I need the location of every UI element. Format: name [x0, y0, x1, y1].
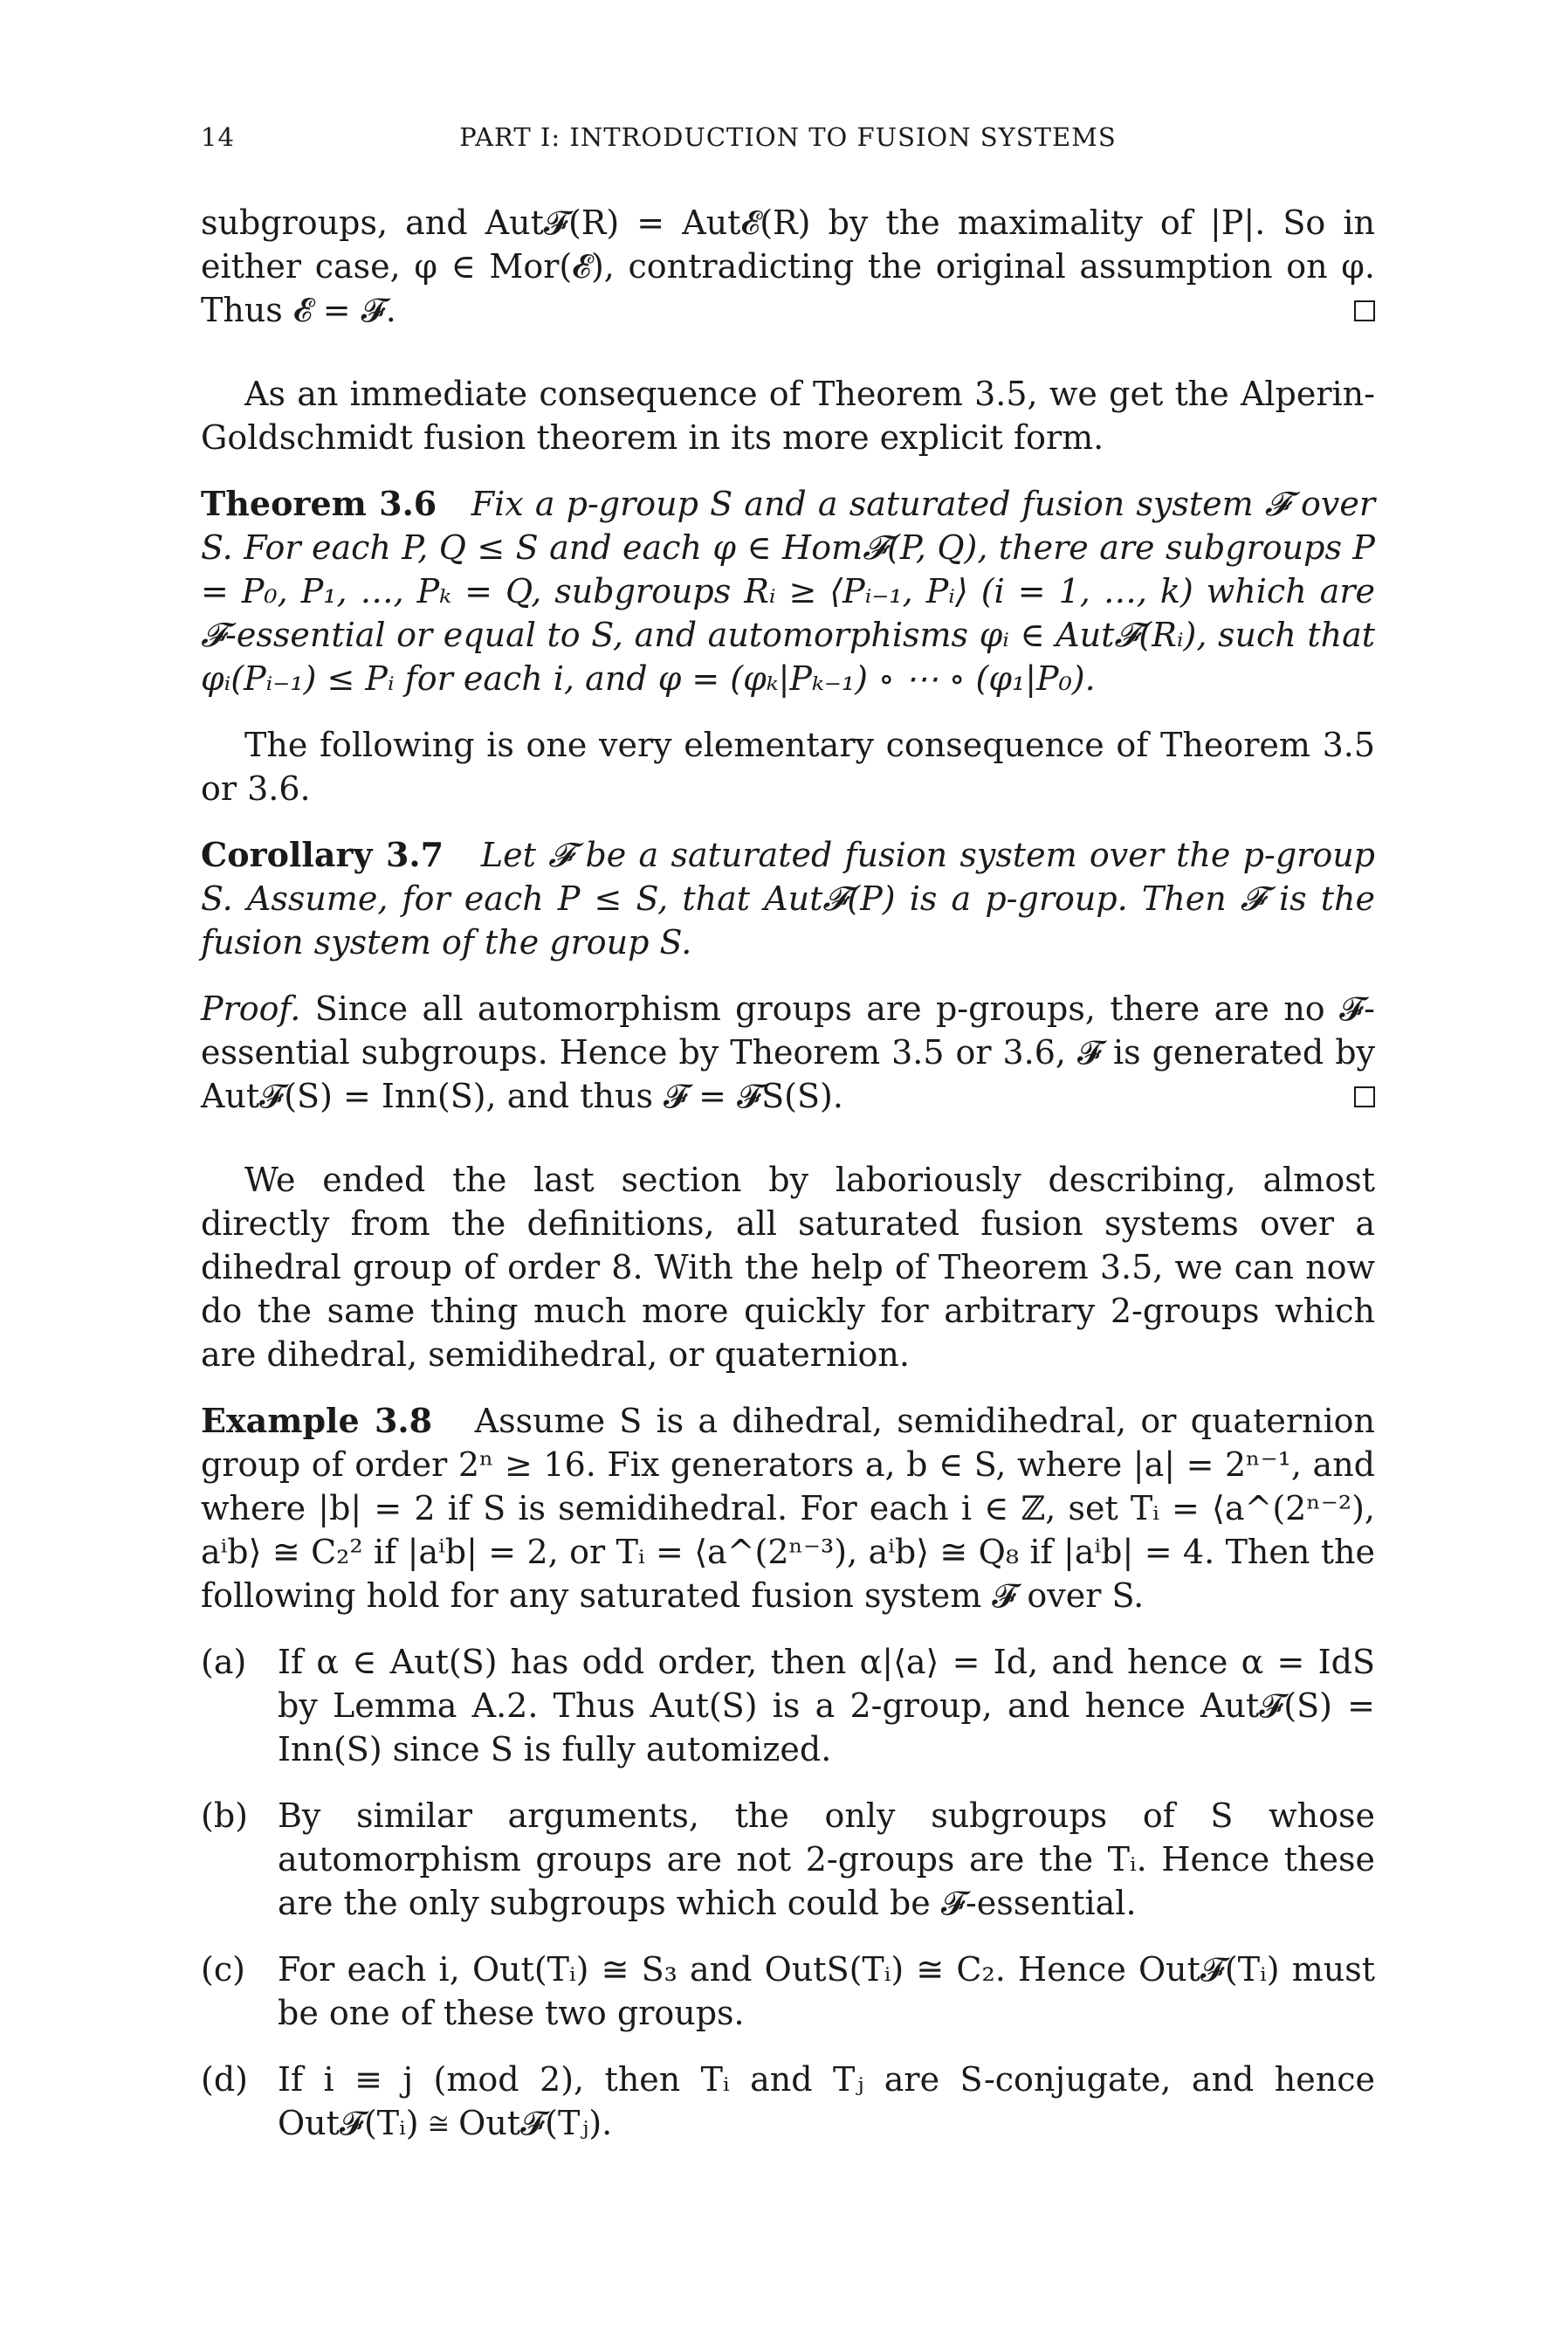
list-item — [201, 1640, 1375, 1771]
list-item-label: (a) — [201, 1643, 247, 1681]
paragraph-intro: As an immediate consequence of Theorem 3.5, we get the Alperin-Goldschmidt fusion theorem in its more explicit form. — [201, 375, 1375, 457]
theorem-3-6 — [201, 482, 1375, 700]
proof-text: Since all automorphism groups are p-groups, there are no 𝓕-essential subgroups. Hence by Theorem 3.5 or 3.6, 𝓕 is generated by Aut𝓕(S) = Inn(S), and thus 𝓕 = 𝓕S(S). — [201, 989, 1375, 1115]
paragraph-following: The following is one very elementary consequence of Theorem 3.5 or 3.6. — [201, 726, 1375, 808]
example-text: Assume S is a dihedral, semidihedral, or quaternion group of order 2ⁿ ≥ 16. Fix generators a, b ∈ S, where |a| = 2ⁿ⁻¹, and where |b| = 2 if S is semidihedral. For each i ∈ ℤ, set Tᵢ = ⟨a^(2ⁿ⁻²), aⁱb⟩ ≅ C₂² if |aⁱb| = 2, or Tᵢ = ⟨a^(2ⁿ⁻³), aⁱb⟩ ≅ Q₈ if |aⁱb| = 4. Then the following hold for any saturated fusion system 𝓕 over S. — [201, 1402, 1375, 1615]
corollary-3-7 — [201, 833, 1375, 964]
qed-square-icon — [1354, 1086, 1375, 1107]
proof-label: Proof. — [201, 989, 301, 1028]
running-head — [201, 122, 1375, 157]
list-item — [201, 1948, 1375, 2035]
list-item-text: If α ∈ Aut(S) has odd order, then α|⟨a⟩ = Id, and hence α = IdS by Lemma A.2. Thus Aut(S) is a 2-group, and hence Aut𝓕(S) = Inn(S) since S is fully automized. — [278, 1643, 1375, 1768]
list-item-text: If i ≡ j (mod 2), then Tᵢ and Tⱼ are S-conjugate, and hence Out𝓕(Tᵢ) ≅ Out𝓕(Tⱼ). — [278, 2060, 1375, 2142]
page-number: 14 — [201, 122, 235, 152]
proof — [201, 987, 1375, 1118]
page-body — [201, 201, 1375, 2145]
paragraph-continuation — [201, 201, 1375, 332]
qed-square-icon — [1354, 300, 1375, 321]
list-item-label: (b) — [201, 1796, 248, 1835]
theorem-label: Theorem 3.6 — [201, 484, 437, 523]
paragraph-ended: We ended the last section by laboriously describing, almost directly from the definitions, all saturated fusion systems over a dihedral group of order 8. With the help of Theorem 3.5, we can now do the same thing much more quickly for arbitrary 2-groups which are dihedral, semidihedral, or quaternion. — [201, 1161, 1375, 1374]
list-item-label: (d) — [201, 2060, 248, 2099]
paragraph-continuation-text: subgroups, and Aut𝓕(R) = Aut𝓔(R) by the maximality of |P|. So in either case, φ ∈ Mor(𝓔), contradicting the original assumption on φ. Thus 𝓔 = 𝓕. — [201, 203, 1375, 329]
example-3-8 — [201, 1399, 1375, 1617]
theorem-text: Fix a p-group S and a saturated fusion system 𝓕 over S. For each P, Q ≤ S and each φ ∈ Hom𝓕(P, Q), there are subgroups P = P₀, P₁, …, Pₖ = Q, subgroups Rᵢ ≥ ⟨Pᵢ₋₁, Pᵢ⟩ (i = 1, …, k) which are 𝓕-essential or equal to S, and automorphisms φᵢ ∈ Aut𝓕(Rᵢ), such that φᵢ(Pᵢ₋₁) ≤ Pᵢ for each i, and φ = (φₖ|Pₖ₋₁) ∘ ⋯ ∘ (φ₁|P₀). — [201, 485, 1375, 698]
list-item-label: (c) — [201, 1950, 245, 1989]
list-item — [201, 2058, 1375, 2145]
page — [201, 0, 1375, 2351]
list-item-text: For each i, Out(Tᵢ) ≅ S₃ and OutS(Tᵢ) ≅ C₂. Hence Out𝓕(Tᵢ) must be one of these two groups. — [278, 1950, 1375, 2032]
example-label: Example 3.8 — [201, 1401, 433, 1440]
list-item — [201, 1794, 1375, 1925]
corollary-label: Corollary 3.7 — [201, 835, 444, 874]
running-title: PART I: INTRODUCTION TO FUSION SYSTEMS — [459, 122, 1117, 152]
corollary-text: Let 𝓕 be a saturated fusion system over the p-group S. Assume, for each P ≤ S, that Aut𝓕(P) is a p-group. Then 𝓕 is the fusion system of the group S. — [201, 836, 1375, 962]
list-item-text: By similar arguments, the only subgroups of S whose automorphism groups are not 2-groups are the Tᵢ. Hence these are the only subgroups which could be 𝓕-essential. — [278, 1796, 1375, 1922]
